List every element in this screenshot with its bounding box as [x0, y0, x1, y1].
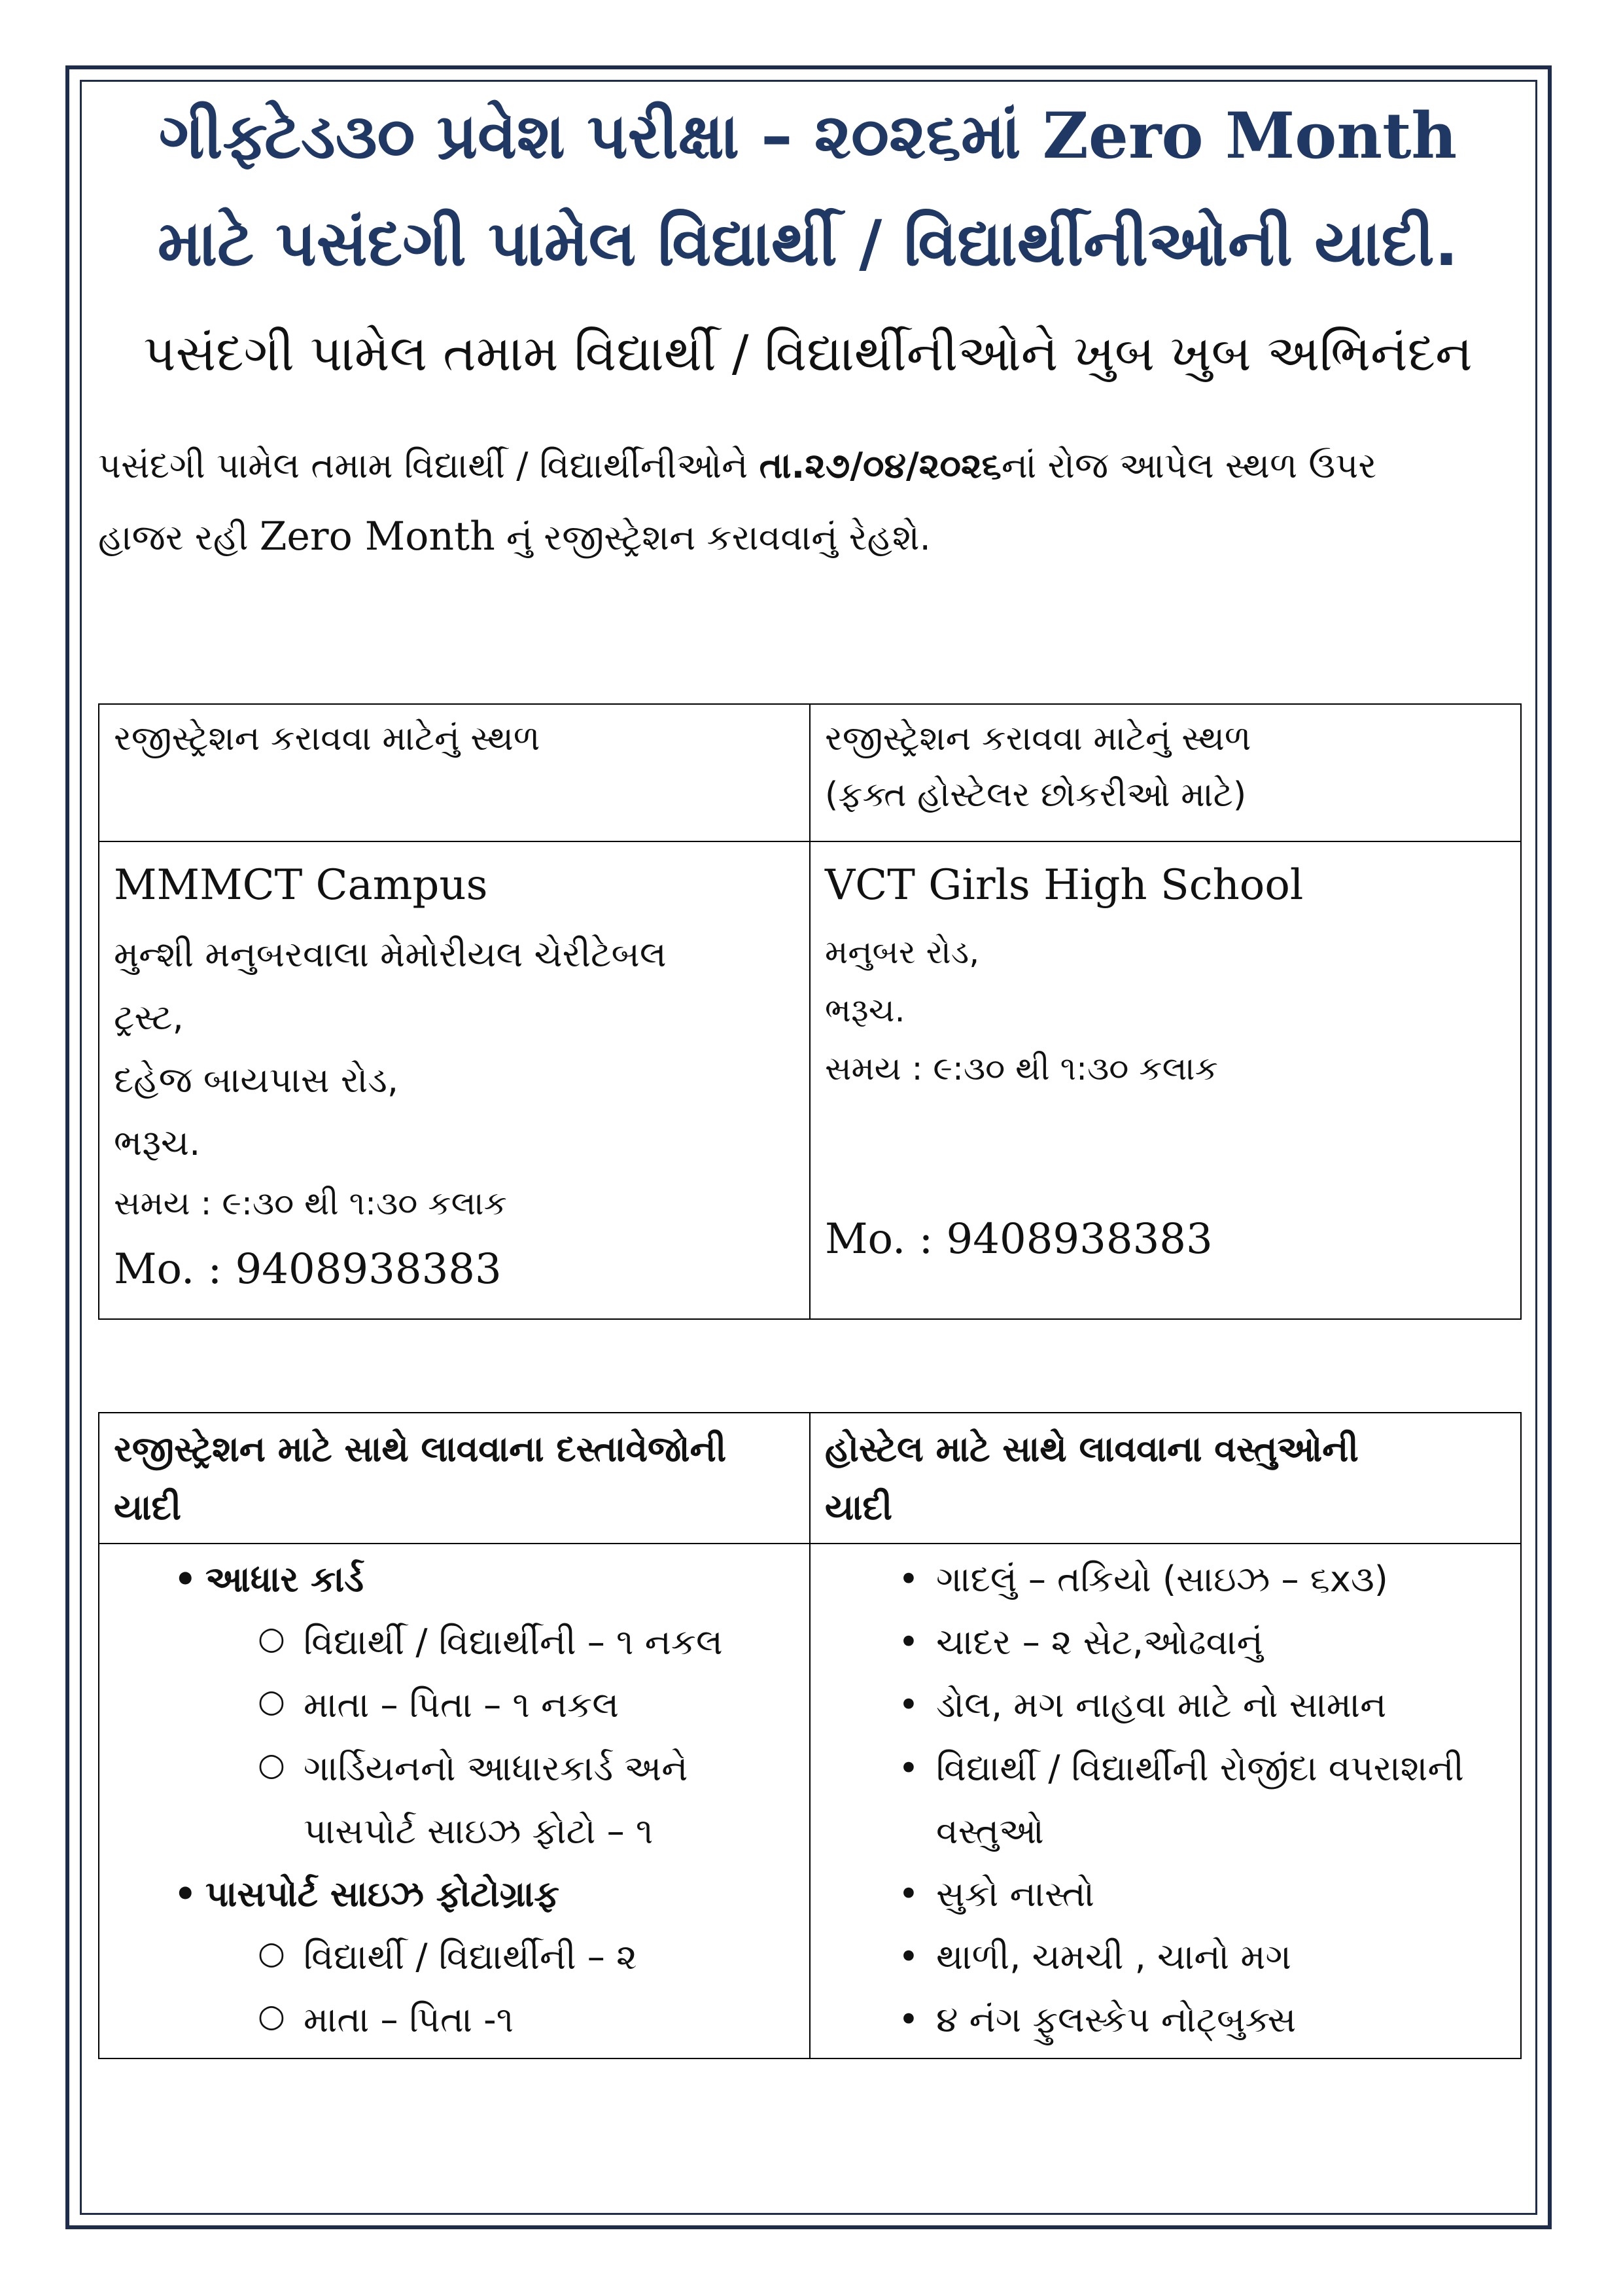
congratulations-subheading: પસંદગી પામેલ તમામ વિદ્યાર્થી / વિદ્યાર્થીનીઓને ખુબ ખુબ અભિનંદન: [143, 324, 1473, 382]
documents-header-left: [99, 1413, 810, 1544]
hostel-item-plate: થાળી, ચમચી , ચાનો મગ: [936, 1935, 1291, 1977]
bullet-icon: •: [898, 1998, 919, 2040]
bullet-icon: •: [174, 1873, 197, 1915]
intro-text-1: પસંદગી પામેલ તમામ વિદ્યાર્થી / વિદ્યાર્થીનીઓને: [98, 445, 759, 486]
hostel-items-list: [825, 1548, 1506, 2051]
venue-right-mobile: Mo. : 9408938383: [825, 1214, 1213, 1263]
venue-right-spacer: [825, 1098, 1506, 1203]
documents-header-left-line2: યાદી: [114, 1487, 182, 1528]
aadhaar-sublist: [205, 1611, 795, 1862]
circle-bullet-icon: ○: [258, 1620, 285, 1657]
hostel-item-daily-use-cont: વસ્તુઓ: [936, 1810, 1044, 1852]
venue-left-name: MMMCT Campus: [114, 861, 488, 910]
list-item: [825, 1737, 1506, 1863]
list-item-aadhaar: [114, 1548, 795, 1863]
intro-line-2: [98, 514, 1518, 559]
venue-right-city: ભરૂચ.: [825, 991, 905, 1029]
aadhaar-item-student: વિદ્યાર્થી / વિદ્યાર્થીની – ૧ નકલ: [304, 1621, 723, 1663]
documents-table: [98, 1412, 1522, 2059]
photo-title: પાસપોર્ટ સાઇઝ ફોટોગ્રાફ: [205, 1873, 559, 1915]
intro-text-3: હાજર રહી: [98, 517, 260, 558]
documents-header-left-line1: રજીસ્ટ્રેશન માટે સાથે લાવવાના દસ્તાવેજોની: [114, 1428, 727, 1470]
hostel-item-notebooks: ૪ નંગ ફુલસ્કેપ નોટ્બુક્સ: [936, 1998, 1297, 2040]
list-item: [205, 1674, 795, 1737]
venue-right-name: VCT Girls High School: [825, 861, 1304, 910]
venue-left-cell: [99, 841, 810, 1319]
aadhaar-item-guardian: ગાર્ડિયનનો આધારકાર્ડ અને: [304, 1747, 688, 1789]
documents-header-right-line1: હોસ્ટેલ માટે સાથે લાવવાના વસ્તુઓની: [825, 1428, 1359, 1470]
venue-header-right-line1: રજીસ્ટ્રેશન કરાવવા માટેનું સ્થળ: [825, 719, 1251, 758]
list-item: [825, 1548, 1506, 1611]
documents-left-cell: [99, 1544, 810, 2058]
heading-zero-month: Zero Month: [1042, 99, 1457, 173]
bullet-icon: •: [174, 1559, 197, 1600]
circle-bullet-icon: ○: [258, 1997, 285, 2034]
hostel-item-snacks: સુકો નાસ્તો: [936, 1873, 1095, 1915]
list-item: [825, 1611, 1506, 1674]
venue-table: [98, 703, 1522, 1320]
circle-bullet-icon: ○: [258, 1683, 285, 1720]
venue-header-right-line2: (ફક્ત હોસ્ટેલર છોકરીઓ માટે): [825, 775, 1247, 815]
heading-gujarati: ગીફ્ટેડ૩૦ પ્રવેશ પરીક્ષા – ૨૦૨૬માં: [158, 99, 1043, 173]
intro-text-4: નું રજીસ્ટ્રેશન કરાવવાનું રેહશે.: [495, 517, 931, 558]
venue-right-address-1: મનુબર રોડ,: [825, 932, 980, 971]
bullet-icon: •: [898, 1873, 919, 1915]
heading-line-2: માટે પસંદગી પામેલ વિદ્યાર્થી / વિદ્યાર્થીનીઓની યાદી.: [157, 207, 1459, 280]
bullet-icon: •: [898, 1935, 919, 1977]
heading-line-1: [98, 98, 1518, 174]
bullet-icon: •: [898, 1684, 919, 1726]
venue-left-address-1: મુન્શી મનુબરવાલા મેમોરીયલ ચેરીટેબલ: [114, 933, 667, 975]
intro-zero-month: Zero Month: [259, 514, 495, 559]
circle-bullet-icon: ○: [258, 1746, 285, 1783]
list-item: [205, 1926, 795, 1988]
documents-list: [114, 1548, 795, 2051]
circle-bullet-icon: ○: [258, 1934, 285, 1971]
intro-line-1: [98, 445, 1518, 487]
intro-date: તા.૨૭/૦૪/૨૦૨૬: [759, 445, 1002, 486]
list-item: [825, 1863, 1506, 1926]
photo-sublist: [205, 1926, 795, 2051]
intro-text-2: નાં રોજ આપેલ સ્થળ ઉપર: [1001, 445, 1377, 486]
venue-right-time: સમય : ૯:૩૦ થી ૧:૩૦ કલાક: [825, 1049, 1218, 1087]
venue-right-cell: [810, 841, 1521, 1319]
bullet-icon: •: [898, 1747, 919, 1789]
list-item: [205, 1737, 795, 1863]
list-item: [205, 1611, 795, 1674]
bullet-icon: •: [898, 1621, 919, 1663]
venue-header-left: [99, 704, 810, 841]
hostel-item-mattress: ગાદલું – તકિયો (સાઇઝ – ૬x૩): [936, 1559, 1388, 1600]
documents-header-right-line2: યાદી: [825, 1487, 893, 1528]
venue-header-left-text: રજીસ્ટ્રેશન કરાવવા માટેનું સ્થળ: [114, 719, 540, 758]
list-item: [825, 1674, 1506, 1737]
photo-item-parents: માતા – પિતા -૧: [304, 1998, 514, 2040]
venue-left-mobile: Mo. : 9408938383: [114, 1245, 502, 1294]
list-item: [825, 1988, 1506, 2051]
venue-left-city: ભરૂચ.: [114, 1122, 201, 1164]
venue-left-time: સમય : ૯:૩૦ થી ૧:૩૦ કલાક: [114, 1184, 507, 1223]
bullet-icon: •: [898, 1559, 919, 1600]
venue-left-address-3: દહેજ બાયપાસ રોડ,: [114, 1059, 399, 1101]
aadhaar-item-parents: માતા – પિતા – ૧ નકલ: [304, 1684, 620, 1726]
venue-left-address-2: ટ્રસ્ટ,: [114, 997, 184, 1038]
list-item: [825, 1926, 1506, 1988]
list-item-photo: [114, 1863, 795, 2051]
documents-header-right: [810, 1413, 1521, 1544]
hostel-item-daily-use: વિદ્યાર્થી / વિદ્યાર્થીની રોજીંદા વપરાશની: [936, 1747, 1464, 1789]
aadhaar-title: આધાર કાર્ડ: [205, 1559, 364, 1600]
venue-header-right: [810, 704, 1521, 841]
hostel-items-cell: [810, 1544, 1521, 2058]
hostel-item-bucket: ડોલ, મગ નાહવા માટે નો સામાન: [936, 1684, 1387, 1726]
hostel-item-bedsheet: ચાદર – ૨ સેટ,ઓઢવાનું: [936, 1621, 1263, 1663]
list-item: [205, 1988, 795, 2051]
aadhaar-item-guardian-cont: પાસપોર્ટ સાઇઝ ફોટો – ૧: [304, 1810, 654, 1852]
photo-item-student: વિદ્યાર્થી / વિદ્યાર્થીની – ૨: [304, 1935, 637, 1977]
